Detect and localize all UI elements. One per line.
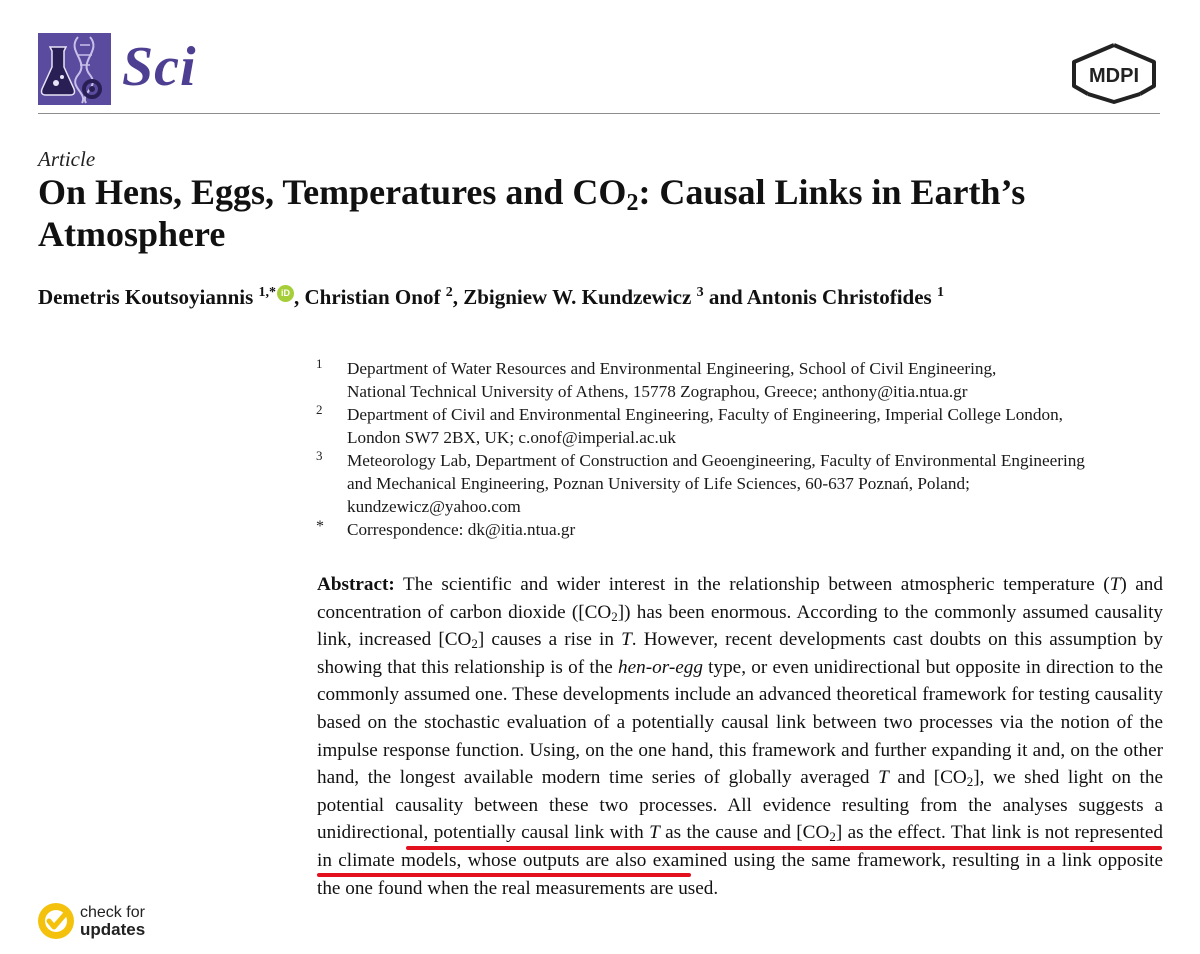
orcid-icon[interactable]: iD [277,285,294,302]
mdpi-logo-text: MDPI [1089,65,1139,87]
highlight-underline [406,846,1162,850]
author-name[interactable]: Demetris Koutsoyiannis [38,285,254,309]
author-affiliation-mark: 2 [445,285,453,300]
journal-logo-icon [38,33,111,105]
paper-title: On Hens, Eggs, Temperatures and CO2: Causal Links in Earth’s Atmosphere [38,172,1026,254]
mdpi-logo-icon [1068,42,1160,104]
affiliation-number: 1 [316,356,323,371]
header-divider [38,113,1160,114]
affiliation-number: 3 [316,448,323,463]
check-updates-link[interactable]: check for updates [80,904,146,939]
abstract-label: Abstract: [317,574,395,595]
highlight-underline [317,873,691,877]
affiliation-number: 2 [316,402,323,417]
author-name[interactable]: Christian Onof [304,285,441,309]
correspondence: Correspondence: dk@itia.ntua.gr [347,520,576,539]
author-name[interactable]: Antonis Christofides [746,285,932,309]
abstract: Abstract: The scientific and wider interest in the relationship between atmospheric temperature (T) and concentration of carbon dioxide ([CO2]) has been enormous. According to the commonly assumed causality link, increased [CO2] causes a rise in T. However, recent developments cast doubts on this assumption by showing that this relationship is of the hen-or-egg type, or even unidirectional but opposite in direction to the commonly assumed one. These developments include an advanced theoretical framework for testing causality based on the stochastic evaluation of a potentially causal link between two processes via the notion of the impulse response function. Using, on the one hand, this framework and further expanding it and, on the other hand, the longest available modern time series of globally averaged T and [CO2], we shed light on the potential causality between these two processes. All evidence resulting from the analyses suggests a unidirectional, potentially causal link with T as the cause and [CO2] as the effect. That link is not represented in climate models, whose outputs are also examined using the same framework, resulting in a link opposite the one found when the real measurements are used. [317,574,1164,899]
author-affiliation-mark: 1,* [258,285,276,300]
check-updates-icon[interactable] [37,902,75,940]
article-type: Article [38,147,96,171]
journal-name: Sci [122,36,197,98]
author-name[interactable]: Zbigniew W. Kundzewicz [463,285,692,309]
author-affiliation-mark: 1 [936,285,944,300]
affiliation-item: Department of Civil and Environmental Engineering, Faculty of Engineering, Imperial College London, London SW7 2BX, UK; c.onof@imperial.ac.uk [347,405,1063,447]
author-list: Demetris Koutsoyiannis $^{1,*}$ iD , Christian Onof $^2$, Zbigniew W. Kundzewicz $^3$ and Antonis Christofides $^1$ [38,285,944,309]
affiliation-item: Department of Water Resources and Environmental Engineering, School of Civil Engineering, National Technical University of Athens, 15778 Zographou, Greece; anthony@itia.ntua.gr [347,359,997,401]
affiliation-item: Meteorology Lab, Department of Construction and Geoengineering, Faculty of Environmental Engineering and Mechanical Engineering, Poznan University of Life Sciences, 60-637 Poznań, Poland; kundzewicz@yahoo.com [347,451,1085,516]
author-affiliation-mark: 3 [696,285,704,300]
correspondence-marker: * [316,518,324,535]
